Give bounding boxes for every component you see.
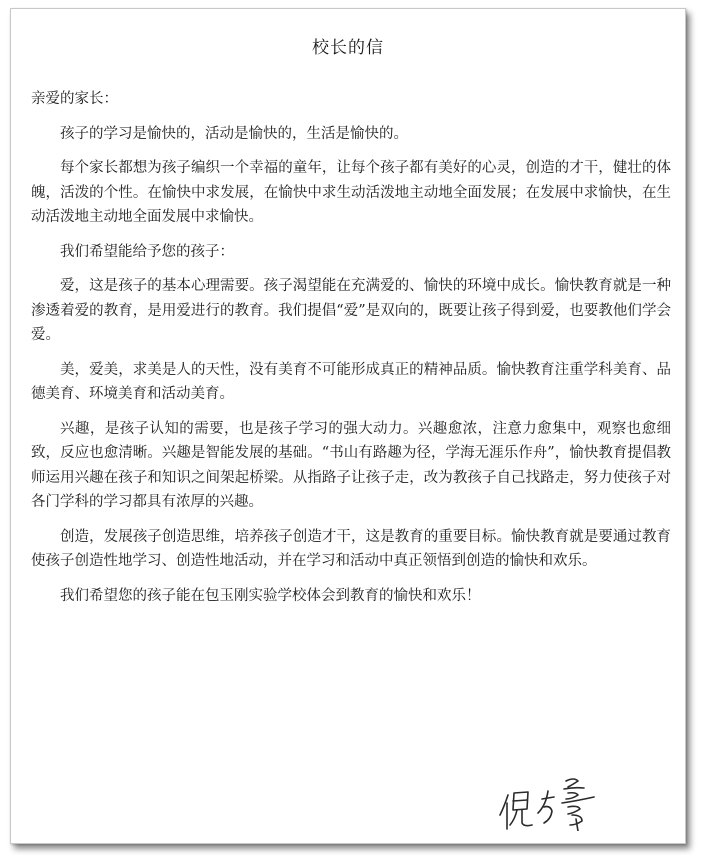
letter-page bbox=[10, 8, 686, 844]
paragraph: 兴趣，是孩子认知的需要，也是孩子学习的强大动力。兴趣愈浓，注意力愈集中，观察也愈细致，反应也愈清晰。兴趣是智能发展的基础。“书山有路趣为径，学海无涯乐作舟”，愉快教育提倡教师运用兴趣在孩子和知识之间架起桥梁。从指路子让孩子走，改为教孩子自己找路走，努力使孩子对各门学科的学习都具有浓厚的兴趣。 bbox=[31, 420, 671, 510]
handwritten-signature-icon bbox=[498, 775, 608, 831]
paragraph: 创造，发展孩子创造思维，培养孩子创造才干，这是教育的重要目标。愉快教育就是要通过教育使孩子创造性地学习、创造性地活动，并在学习和活动中真正领悟到创造的愉快和欢乐。 bbox=[31, 528, 671, 569]
letter-title: 校长的信 bbox=[312, 38, 384, 58]
letter-body bbox=[31, 87, 671, 618]
salutation: 亲爱的家长： bbox=[31, 91, 118, 107]
paragraph: 我们希望能给予您的孩子： bbox=[60, 243, 234, 260]
paragraph: 我们希望您的孩子能在包玉刚实验学校体会到教育的愉快和欢乐！ bbox=[60, 587, 481, 604]
paragraph: 爱，这是孩子的基本心理需要。孩子渴望能在充满爱的、愉快的环境中成长。愉快教育就是一种渗透着爱的教育，是用爱进行的教育。我们提倡“爱”是双向的，既要让孩子得到爱，也要教他们学会爱。 bbox=[31, 278, 671, 343]
paragraph: 美，爱美，求美是人的天性，没有美育不可能形成真正的精神品质。愉快教育注重学科美育、品德美育、环境美育和活动美育。 bbox=[31, 361, 671, 402]
paragraph: 孩子的学习是愉快的，活动是愉快的，生活是愉快的。 bbox=[60, 125, 408, 142]
paragraph: 每个家长都想为孩子编织一个幸福的童年，让每个孩子都有美好的心灵，创造的才干，健壮的体魄，活泼的个性。在愉快中求发展，在愉快中求生动活泼地主动地全面发展；在发展中求愉快，在生动活泼地主动地全面发展中求愉快。 bbox=[31, 160, 671, 225]
